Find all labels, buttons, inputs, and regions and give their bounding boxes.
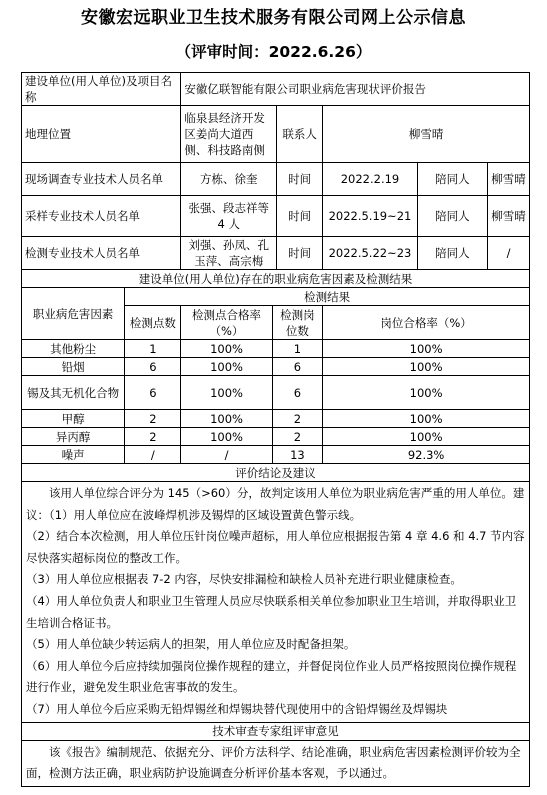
factor-cell: 其他粉尘 — [22, 340, 125, 358]
conclusion-line: （2）结合本次检测，用人单位压针岗位噪声超标，用人单位应根据报告第 4 章 4.6 和 4.7 节内容尽快落实超标岗位的整改工作。 — [26, 529, 525, 565]
survey-time-value: 2022.2.19 — [323, 163, 418, 196]
table-row — [22, 446, 530, 464]
factor-header: 职业病危害因素 — [22, 288, 125, 340]
document-title: 安徽宏远职业卫生技术服务有限公司网上公示信息 — [81, 8, 466, 28]
points-cell: 2 — [125, 428, 181, 446]
unit-label: 建设单位(用人单位)及项目名称 — [22, 73, 181, 106]
point-rate-cell: 100% — [181, 358, 272, 376]
post-rate-cell: 100% — [323, 428, 530, 446]
points-cell: 1 — [125, 340, 181, 358]
sampling-value: 张强、段志祥等 4 人 — [181, 196, 277, 237]
factor-cell: 噪声 — [22, 446, 125, 464]
hazards-header-row-1 — [22, 288, 530, 306]
contact-value: 柳雪晴 — [323, 106, 530, 163]
points-cell: 6 — [125, 358, 181, 376]
post-rate-cell: 92.3% — [323, 446, 530, 464]
point-rate-cell: 100% — [181, 428, 272, 446]
points-cell: / — [125, 446, 181, 464]
factor-cell: 锡及其无机化合物 — [22, 376, 125, 410]
table-row — [22, 358, 530, 376]
survey-row — [22, 163, 530, 196]
testing-time-label: 时间 — [277, 237, 323, 270]
review-body — [22, 740, 530, 786]
points-cell: 2 — [125, 410, 181, 428]
location-row — [22, 106, 530, 163]
points-cell: 6 — [125, 376, 181, 410]
conclusion-section-title: 评价结论及建议 — [22, 464, 530, 482]
conclusion-line: （4）用人单位负责人和职业卫生管理人员应尽快联系相关单位参加职业卫生培训，并取得职业卫生培训合格证书。 — [26, 593, 517, 630]
posts-cell: 1 — [272, 340, 323, 358]
sampling-escort-label: 陪同人 — [417, 196, 487, 237]
conclusion-body-row — [22, 482, 530, 723]
table-row — [22, 376, 530, 410]
conclusion-line: （3）用人单位应根据表 7-2 内容，尽快安排漏检和缺检人员补充进行职业健康检查。 — [26, 572, 462, 587]
conclusion-line: （5）用人单位缺少转运病人的担架，用人单位应及时配备担架。 — [26, 637, 356, 652]
survey-value: 方栋、徐奎 — [181, 163, 277, 196]
sampling-time-value: 2022.5.19~21 — [323, 196, 418, 237]
review-section-title: 技术审查专家组评审意见 — [22, 722, 530, 740]
location-label: 地理位置 — [22, 106, 181, 163]
table-row — [22, 410, 530, 428]
factor-cell: 铅烟 — [22, 358, 125, 376]
testing-value: 刘强、孙凤、孔玉萍、高宗梅 — [181, 237, 277, 270]
testing-time-value: 2022.5.22~23 — [323, 237, 418, 270]
post-rate-cell: 100% — [323, 410, 530, 428]
factor-cell: 异丙醇 — [22, 428, 125, 446]
post-rate-cell: 100% — [323, 358, 530, 376]
sampling-escort-value: 柳雪晴 — [488, 196, 530, 237]
posts-cell: 6 — [272, 376, 323, 410]
info-table — [21, 72, 530, 787]
unit-row — [22, 73, 530, 106]
post-rate-cell: 100% — [323, 340, 530, 358]
testing-label: 检测专业技术人员名单 — [22, 237, 181, 270]
sampling-row — [22, 196, 530, 237]
sampling-time-label: 时间 — [277, 196, 323, 237]
sampling-label: 采样专业技术人员名单 — [22, 196, 181, 237]
conclusion-line: （7）用人单位今后应采购无铅焊锡丝和焊锡块替代现使用中的含铅焊锡丝及焊锡块 — [26, 701, 448, 716]
review-body-row — [22, 740, 530, 786]
testing-row — [22, 237, 530, 270]
testing-escort-value: / — [488, 237, 530, 270]
review-date: （评审时间：2022.6.26） — [175, 43, 372, 61]
point-rate-cell: 100% — [181, 410, 272, 428]
hazards-section-title: 建设单位(用人单位)存在的职业病危害因素及检测结果 — [22, 270, 530, 288]
unit-value: 安徽亿联智能有限公司职业病危害现状评价报告 — [181, 73, 530, 106]
conclusion-line: 该用人单位综合评分为 145（>60）分，故判定该用人单位为职业病危害严重的用人单位。建议：（1）用人单位应在波峰焊机涉及锡焊的区域设置黄色警示线。 — [26, 486, 525, 522]
results-header: 检测结果 — [125, 288, 530, 306]
conclusion-body — [22, 482, 530, 723]
review-title-row — [22, 722, 530, 740]
point-rate-cell: 100% — [181, 340, 272, 358]
post-rate-cell: 100% — [323, 376, 530, 410]
table-row — [22, 428, 530, 446]
factor-cell: 甲醇 — [22, 410, 125, 428]
hazards-title-row — [22, 270, 530, 288]
conclusion-title-row — [22, 464, 530, 482]
survey-time-label: 时间 — [277, 163, 323, 196]
point-rate-cell: / — [181, 446, 272, 464]
point-rate-cell: 100% — [181, 376, 272, 410]
col-points: 检测点数 — [125, 306, 181, 340]
conclusion-line: （6）用人单位今后应持续加强岗位操作规程的建立，并督促岗位作业人员严格按照岗位操作规程进行作业，避免发生职业危害事故的发生。 — [26, 658, 517, 695]
table-row — [22, 340, 530, 358]
col-posts: 检测岗位数 — [272, 306, 323, 340]
col-post-rate: 岗位合格率（%） — [323, 306, 530, 340]
posts-cell: 2 — [272, 410, 323, 428]
location-value: 临泉县经济开发区姜尚大道西侧、科技路南侧 — [181, 106, 277, 163]
review-text: 该《报告》编制规范、依据充分、评价方法科学、结论准确，职业病危害因素检测评价较为全面，检测方法正确，职业病防护设施调查分析评价基本客观，予以通过。 — [26, 744, 521, 781]
survey-escort-value: 柳雪晴 — [488, 163, 530, 196]
col-point-rate: 检测点合格率（%） — [181, 306, 272, 340]
survey-escort-label: 陪同人 — [417, 163, 487, 196]
contact-label: 联系人 — [277, 106, 323, 163]
posts-cell: 2 — [272, 428, 323, 446]
posts-cell: 6 — [272, 358, 323, 376]
survey-label: 现场调查专业技术人员名单 — [22, 163, 181, 196]
posts-cell: 13 — [272, 446, 323, 464]
testing-escort-label: 陪同人 — [417, 237, 487, 270]
